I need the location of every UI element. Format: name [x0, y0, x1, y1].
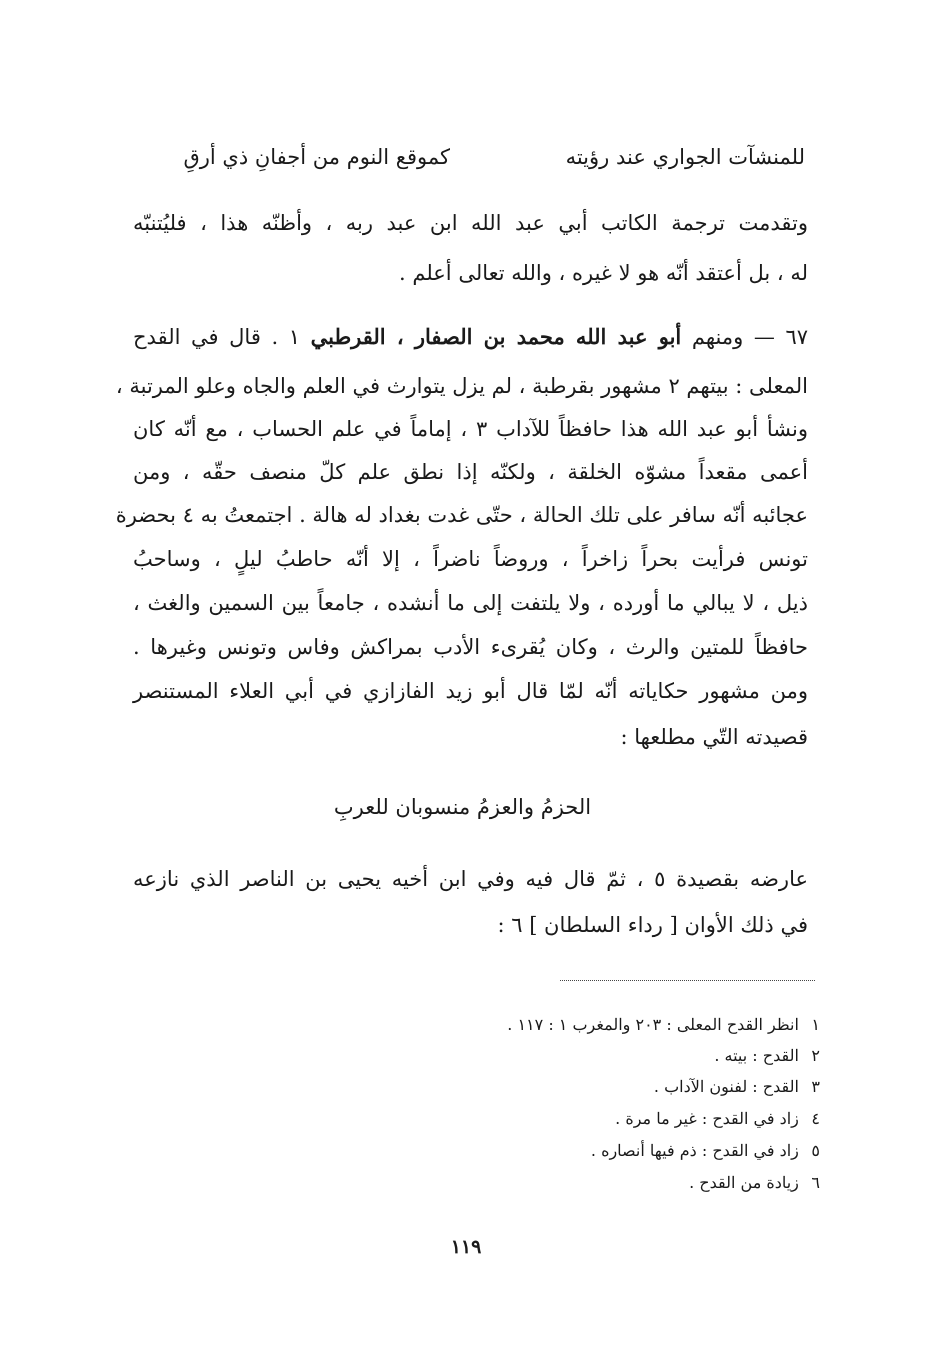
paragraph-line: عارضه بقصيدة ٥ ، ثمّ قال فيه وفي ابن أخيه يحيى بن الناصر الذي نازعه: [133, 867, 808, 891]
paragraph-line: ذيل ، لا يبالي ما أورده ، ولا يلتفت إلى ما أنشده ، جامعاً بين السمين والغث ،: [133, 591, 808, 615]
paragraph-line: له ، بل أعتقد أنّه هو لا غيره ، والله تعالى أعلم .: [399, 261, 808, 285]
page-number: ١١٩: [450, 1236, 482, 1258]
footnote: ٦ زيادة من القدح .: [689, 1173, 820, 1192]
paragraph-line: أعمى مقعداً مشوّه الخلقة ، ولكنّه إذا نطق علم كلّ منصف حقّه ، ومن: [133, 460, 808, 484]
entry-intro: ١ . قال في القدح: [133, 325, 311, 349]
entry-name: أبو عبد الله محمد بن الصفار ، القرطبي: [310, 324, 682, 349]
paragraph-line: في ذلك الأوان [ رداء السلطان ] ٦ :: [497, 913, 808, 937]
paragraph-line: وتقدمت ترجمة الكاتب أبي عبد الله ابن عبد ربه ، وأظنّه هذا ، فليُتنبّه: [133, 211, 808, 235]
verse-second-hemistich: كموقع النوم من أجفانِ ذي أرقِ: [183, 145, 450, 169]
footnote: ١ انظر القدح المعلى : ٢٠٣ والمغرب ١ : ١١٧ .: [507, 1015, 820, 1034]
paragraph-line: المعلى : بيتهم ٢ مشهور بقرطبة ، لم يزل يتوارث في العلم والجاه وعلو المرتبة ،: [115, 374, 808, 398]
footnote-divider: [560, 980, 815, 981]
paragraph-line: تونس فرأيت بحراً زاخراً ، وروضاً ناضراً ، إلا أنّه حاطبُ ليلٍ ، وساحبُ: [133, 547, 808, 571]
paragraph-line: عجائبه أنّه سافر على تلك الحالة ، حتّى غدت بغداد له هالة . اجتمعتُ به ٤ بحضرة: [115, 503, 808, 527]
quoted-hemistich: الحزمُ والعزمُ منسوبان للعربِ: [333, 795, 592, 819]
verse-first-hemistich: للمنشآت الجواري عند رؤيته: [565, 145, 805, 169]
paragraph-line: ونشأ أبو عبد الله هذا حافظاً للآداب ٣ ، إماماً في علم الحساب ، مع أنّه كان: [133, 417, 808, 441]
paragraph-line: حافظاً للمتين والرث ، وكان يُقرىء الأدب بمراكش وفاس وتونس وغيرها .: [133, 635, 808, 659]
entry-number: ٦٧ — ومنهم: [681, 325, 808, 349]
footnote: ٢ القدح : بيته .: [714, 1046, 820, 1065]
footnote: ٥ زاد في القدح : ذم فيها أنصاره .: [590, 1141, 820, 1160]
paragraph-line: قصيدته التّي مطلعها :: [620, 725, 808, 749]
footnote: ٤ زاد في القدح : غير ما مرة .: [615, 1109, 820, 1128]
footnote: ٣ القدح : لفنون الآداب .: [653, 1077, 820, 1096]
entry-heading-line: [133, 322, 808, 352]
paragraph-line: ومن مشهور حكاياته أنّه لمّا قال أبو زيد الفازازي في أبي العلاء المستنصر: [133, 679, 808, 703]
